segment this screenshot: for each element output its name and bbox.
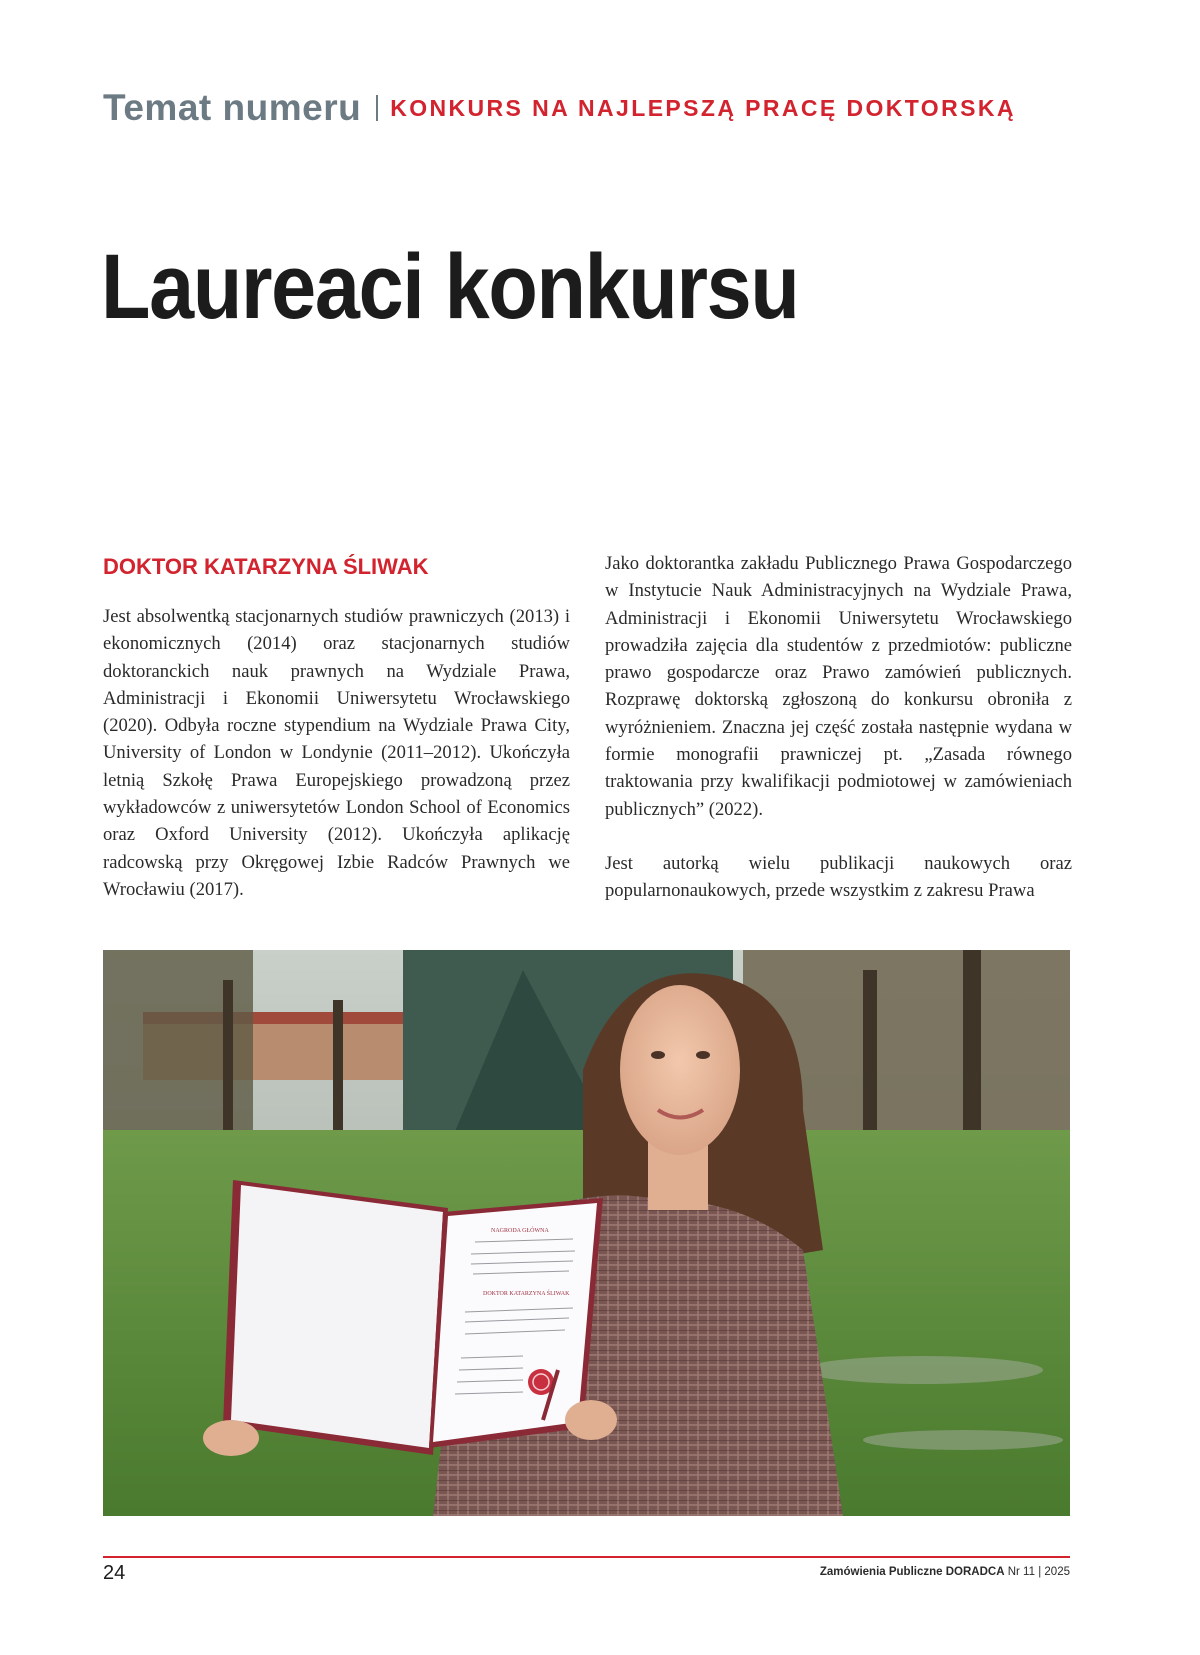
issue-year: 2025	[1044, 1566, 1070, 1578]
diploma-heading: NAGRODA GŁÓWNA	[491, 1228, 549, 1234]
text-column-left	[103, 603, 570, 903]
section-label: Temat numeru	[103, 87, 362, 128]
footer-divider: |	[1038, 1566, 1042, 1578]
publication-name: Zamówienia Publiczne DORADCA	[819, 1566, 1005, 1578]
footer-rule	[103, 1556, 1070, 1558]
paragraph-career: Jako doktorantka zakładu Publicznego Prawa Gospodarczego w Instytucie Nauk Administracyjnych na Wydziale Prawa, Administracji i Ekonomii Uniwersytetu Wrocławskiego prowadziła zajęcia dla studentów z przedmiotów: publiczne prawo gospodarcze oraz Prawo zamówień publicznych. Rozprawę doktorską zgłoszoną do konkursu obroniła z wyróżnieniem. Znaczna jej część została następnie wydana w formie monografii prawniczej pt. „Zasada równego traktowania przy kwalifikacji podmiotowej w zamówieniach publicznych” (2022).	[605, 553, 1072, 820]
paragraph-publications: Jest autorką wielu publikacji naukowych oraz popularnonaukowych, przede wszystkim z zakresu Prawa	[605, 852, 1072, 902]
paragraph-bio: Jest absolwentką stacjonarnych studiów prawniczych (2013) i ekonomicznych (2014) oraz stacjonarnych studiów doktoranckich nauk prawnych na Wydziale Prawa, Administracji i Ekonomii Uniwersytetu Wrocławskiego (2020). Odbyła roczne stypendium na Wydziale Prawa City, University of London w Londynie (2011–2012). Ukończyła letnią Szkołę Prawa Europejskiego prowadzoną przez wykładowców z uniwersytetów London School of Economics oraz Oxford University (2012). Ukończyła aplikację radcowską przy Okręgowej Izbie Radców Prawnych we Wrocławiu (2017).	[103, 606, 570, 900]
page-number: 24	[103, 1562, 126, 1584]
topic-label: KONKURS NA NAJLEPSZĄ PRACĘ DOKTORSKĄ	[390, 94, 1016, 121]
laureate-photo	[103, 950, 1070, 1516]
diploma	[223, 1180, 603, 1455]
header-divider	[376, 95, 378, 121]
laureate-name: DOKTOR KATARZYNA ŚLIWAK	[103, 554, 429, 579]
footer-publication-info	[820, 1566, 1070, 1578]
diploma-recipient: DOKTOR KATARZYNA ŚLIWAK	[483, 1291, 570, 1297]
article-title: Laureaci konkursu	[101, 236, 799, 338]
text-column-right	[605, 550, 1072, 905]
issue-number: Nr 11	[1007, 1566, 1035, 1578]
section-header	[103, 88, 1016, 128]
